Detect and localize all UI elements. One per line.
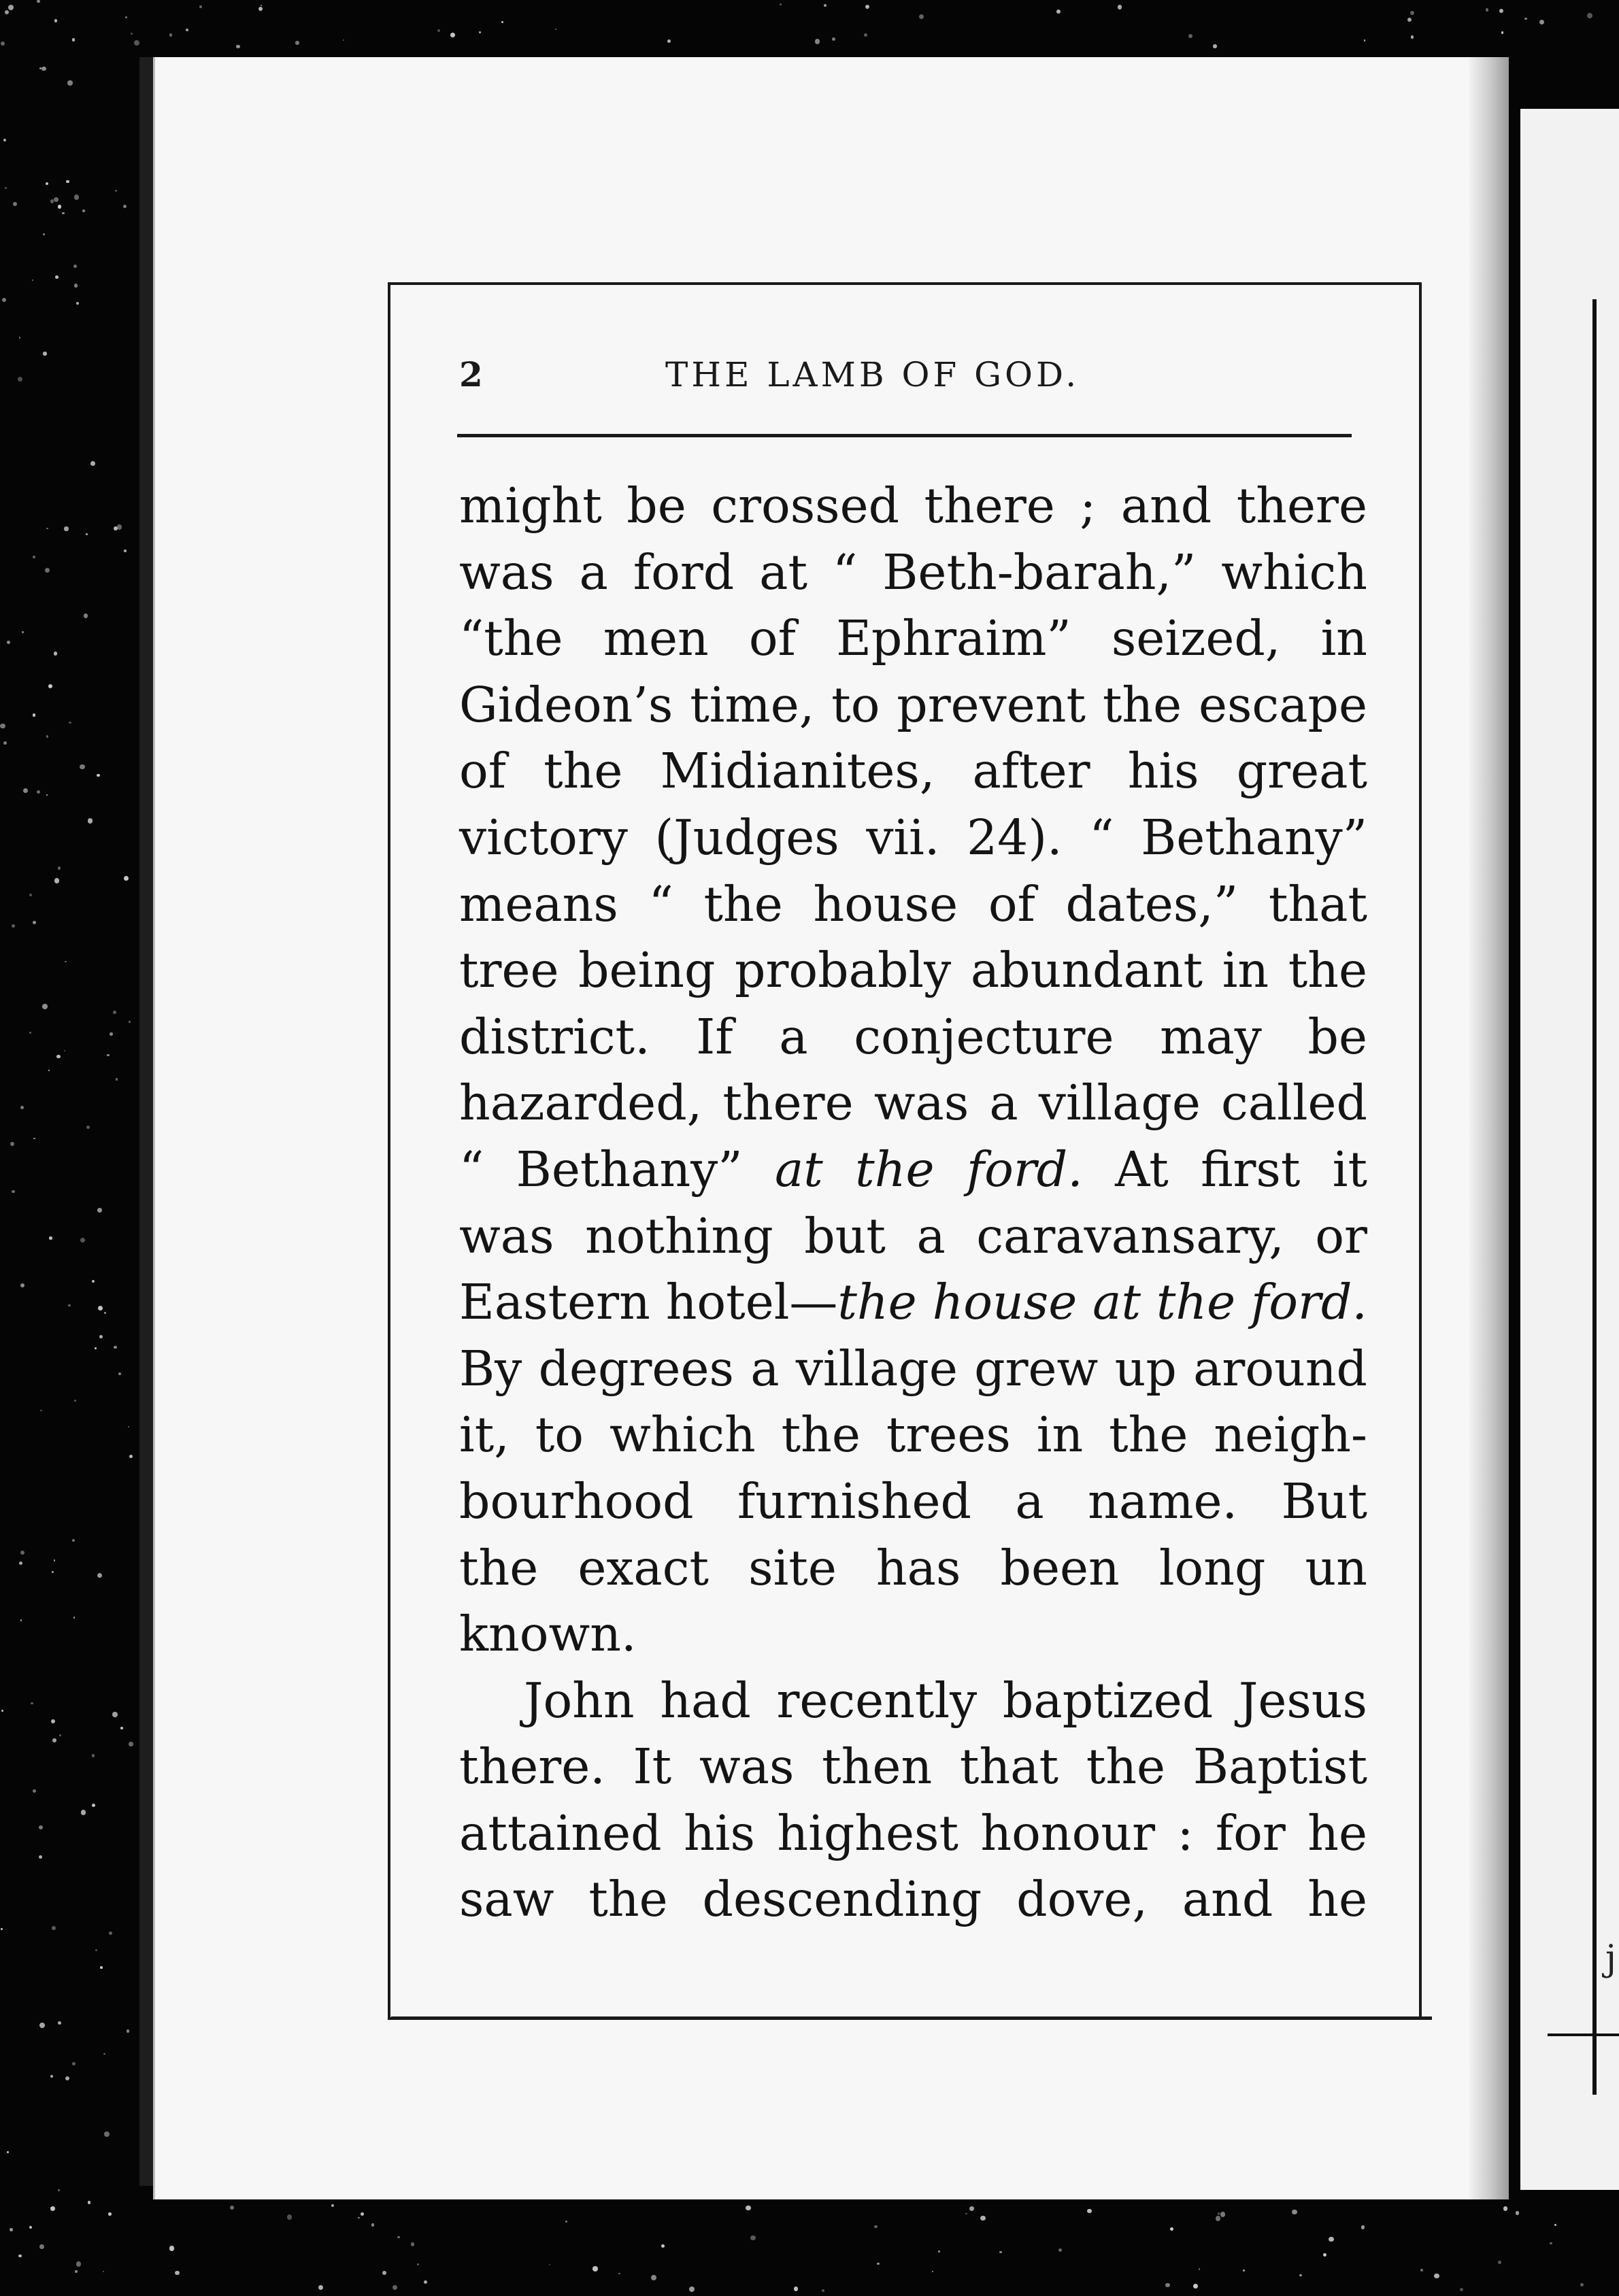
- scan-speckle: [667, 39, 671, 43]
- scan-speckle: [1087, 2209, 1091, 2213]
- scan-speckle: [750, 2235, 755, 2240]
- scan-speckle: [56, 1055, 61, 1059]
- scan-speckle: [131, 33, 133, 35]
- scan-speckle: [382, 2271, 386, 2275]
- scan-speckle: [46, 794, 48, 796]
- scan-speckle: [932, 2271, 933, 2272]
- scan-speckle: [76, 302, 79, 305]
- scan-speckle: [331, 2204, 334, 2207]
- scan-speckle: [98, 1306, 103, 1311]
- scan-speckle: [1329, 2237, 1333, 2242]
- scan-speckle: [64, 526, 68, 530]
- text-line: tree being probably abundant in the: [459, 942, 1367, 999]
- scan-speckle: [555, 29, 556, 30]
- scan-speckle: [97, 774, 100, 777]
- scan-speckle: [46, 182, 48, 185]
- scan-speckle: [39, 2244, 44, 2249]
- scan-speckle: [999, 2251, 1002, 2254]
- scan-speckle: [39, 1855, 42, 1859]
- scan-speckle: [12, 924, 16, 928]
- scan-speckle: [0, 724, 5, 729]
- head-rule: [457, 434, 1352, 437]
- text-line: was nothing but a caravansary, or: [459, 1207, 1367, 1264]
- scan-speckle: [10, 2228, 13, 2231]
- scan-speckle: [74, 195, 79, 199]
- scan-speckle: [1299, 2274, 1302, 2277]
- scan-speckle: [46, 735, 49, 738]
- scan-speckle: [1539, 20, 1544, 24]
- scan-speckle: [1550, 2242, 1552, 2245]
- scan-speckle: [592, 2266, 598, 2272]
- scan-speckle: [129, 1455, 133, 1458]
- scan-speckle: [86, 533, 88, 535]
- scan-speckle: [780, 3, 782, 5]
- scan-speckle: [103, 2053, 105, 2055]
- scan-speckle: [95, 1949, 97, 1951]
- text-line: saw the descending dove, and he: [459, 1871, 1367, 1928]
- scan-speckle: [10, 1142, 14, 1146]
- scan-speckle: [1216, 2216, 1220, 2221]
- text-line: was a ford at “ Beth-barah,” which: [459, 543, 1367, 601]
- scan-speckle: [1118, 5, 1122, 10]
- scan-speckle: [1420, 2269, 1423, 2272]
- text-line: “ Bethany” at the ford. At first it: [459, 1141, 1367, 1198]
- scan-speckle: [73, 265, 77, 268]
- scan-speckle: [54, 197, 59, 202]
- scan-speckle: [124, 550, 126, 552]
- scan-speckle: [417, 2263, 419, 2265]
- scan-speckle: [549, 2264, 550, 2265]
- text-line: Eastern hotel—the house at the ford.: [459, 1274, 1367, 1331]
- scan-speckle: [1170, 2227, 1173, 2231]
- scan-speckle: [20, 1283, 24, 1287]
- scan-speckle: [1498, 2261, 1501, 2264]
- scan-speckle: [7, 641, 10, 644]
- page-number: 2: [459, 354, 483, 394]
- scan-speckle: [1554, 2224, 1556, 2226]
- text-line: of the Midianites, after his great: [459, 743, 1367, 800]
- scan-speckle: [1243, 2269, 1245, 2272]
- book-edge: [139, 57, 153, 2186]
- scan-speckle: [1056, 10, 1061, 14]
- scan-speckle: [1361, 2225, 1365, 2229]
- scan-speckle: [58, 866, 61, 870]
- text-line: bourhood furnished a name. But: [459, 1472, 1367, 1530]
- scan-speckle: [20, 1551, 24, 1555]
- scan-speckle: [824, 4, 827, 7]
- scan-speckle: [104, 2131, 110, 2137]
- scan-speckle: [1364, 39, 1366, 41]
- scan-speckle: [95, 1347, 97, 1349]
- scan-speckle: [1524, 18, 1526, 20]
- scan-speckle: [169, 2246, 175, 2251]
- scan-speckle: [1, 1710, 3, 1712]
- scan-speckle: [65, 2076, 69, 2080]
- scan-speckle: [479, 31, 481, 33]
- scan-speckle: [114, 1346, 117, 1349]
- scan-speckle: [980, 2216, 985, 2221]
- scan-speckle: [40, 1410, 41, 1411]
- scan-speckle: [51, 1719, 55, 1723]
- scan-speckle: [1580, 2283, 1584, 2286]
- scan-speckle: [99, 1335, 103, 1338]
- scan-speckle: [109, 1931, 112, 1935]
- text-line: Gideon’s time, to prevent the escape: [459, 676, 1367, 733]
- scan-speckle: [832, 37, 835, 41]
- scan-speckle: [128, 1426, 129, 1428]
- scan-speckle: [39, 1825, 43, 1829]
- scan-speckle: [33, 556, 35, 558]
- scan-speckle: [965, 2213, 967, 2215]
- scan-speckle: [33, 1138, 35, 1139]
- scan-speckle: [874, 2225, 878, 2229]
- scan-speckle: [258, 7, 263, 11]
- scan-speckle: [120, 1727, 123, 1729]
- scan-speckle: [72, 1539, 76, 1542]
- scan-speckle: [565, 2221, 567, 2223]
- scan-speckle: [295, 41, 299, 44]
- scan-speckle: [62, 212, 65, 215]
- scan-speckle: [5, 187, 7, 189]
- scan-speckle: [117, 524, 122, 530]
- scan-speckle: [938, 2250, 940, 2252]
- text-line: the exact site has been long un: [459, 1539, 1367, 1596]
- scan-speckle: [50, 199, 54, 203]
- scan-speckle: [37, 790, 40, 794]
- scan-speckle: [424, 2280, 427, 2284]
- scan-speckle: [236, 45, 240, 49]
- scan-speckle: [501, 21, 503, 23]
- scan-speckle: [113, 1011, 116, 1014]
- scan-speckle: [80, 1238, 85, 1243]
- scan-speckle: [1499, 9, 1503, 13]
- scan-speckle: [33, 1789, 36, 1793]
- text-line: “the men of Ephraim” seized, in: [459, 610, 1367, 667]
- scan-speckle: [1, 1928, 3, 1930]
- scan-speckle: [33, 921, 36, 924]
- scan-speckle: [49, 1236, 52, 1240]
- scan-speckle: [33, 713, 35, 716]
- scan-speckle: [450, 33, 455, 37]
- scan-speckle: [86, 1126, 90, 1130]
- scan-speckle: [19, 1561, 23, 1566]
- scan-speckle: [92, 1804, 95, 1807]
- scan-speckle: [1, 41, 5, 46]
- scan-speckle: [1516, 2211, 1520, 2215]
- scan-speckle: [45, 568, 50, 573]
- scan-speckle: [103, 2271, 104, 2272]
- scan-speckle: [92, 1754, 95, 1757]
- scan-speckle: [115, 190, 116, 191]
- scan-speckle: [864, 33, 867, 37]
- page-gutter-shadow: [1469, 57, 1509, 2199]
- italic-phrase: the house at the ford.: [837, 1274, 1367, 1331]
- scan-speckle: [108, 2212, 112, 2216]
- scan-speckle: [437, 29, 440, 32]
- adjacent-page-bottom-rule: [1548, 2033, 1619, 2036]
- scan-speckle: [1410, 11, 1414, 15]
- scan-speckle: [29, 894, 32, 896]
- scan-speckle: [23, 788, 28, 793]
- scan-speckle: [72, 38, 76, 41]
- scan-speckle: [794, 2286, 798, 2291]
- scan-speckle: [112, 1712, 118, 1717]
- scan-speckle: [18, 377, 22, 382]
- scan-speckle: [54, 652, 58, 656]
- scan-speckle: [175, 2271, 179, 2275]
- text-line: means “ the house of dates,” that: [459, 875, 1367, 932]
- body-text: [459, 473, 1367, 1933]
- scan-speckle: [134, 40, 139, 46]
- scan-speckle: [393, 2285, 397, 2290]
- scan-speckle: [58, 2021, 61, 2025]
- scan-speckle: [41, 67, 46, 71]
- scan-speckle: [969, 2206, 974, 2211]
- scan-speckle: [29, 1032, 31, 1034]
- scan-speckle: [80, 764, 85, 770]
- scan-speckle: [97, 1573, 102, 1578]
- scan-speckle: [22, 631, 24, 633]
- scan-speckle: [13, 202, 17, 206]
- running-title: THE LAMB OF GOD.: [665, 355, 1080, 394]
- running-head: [459, 351, 1354, 399]
- scan-speckle: [1587, 13, 1592, 18]
- scan-speckle: [97, 1208, 102, 1213]
- scan-speckle: [90, 461, 95, 466]
- scan-speckle: [43, 352, 46, 355]
- scan-speckle: [230, 2206, 234, 2210]
- scan-speckle: [72, 2062, 76, 2065]
- scan-speckle: [18, 2255, 22, 2258]
- text-line: might be crossed there ; and there: [459, 477, 1367, 534]
- scan-speckle: [1411, 35, 1414, 38]
- scan-speckle: [31, 1702, 33, 1705]
- scan-speckle: [48, 684, 52, 688]
- scan-speckle: [618, 2273, 620, 2275]
- scan-speckle: [84, 613, 88, 618]
- text-line: hazarded, there was a village called: [459, 1075, 1367, 1132]
- scan-speckle: [2, 298, 6, 302]
- scan-speckle: [43, 233, 45, 235]
- scan-speckle: [69, 722, 71, 724]
- scan-speckle: [358, 2217, 359, 2218]
- scan-speckle: [76, 2261, 81, 2266]
- text-line: attained his highest honour : for he: [459, 1804, 1367, 1861]
- scan-speckle: [67, 80, 73, 86]
- scan-speckle: [50, 2206, 55, 2211]
- text-line: victory (Judges vii. 24). “ Bethany”: [459, 809, 1367, 866]
- scan-speckle: [1199, 2268, 1201, 2270]
- scan-speckle: [58, 2189, 60, 2191]
- scan-speckle: [3, 139, 6, 141]
- scan-speckle: [54, 1559, 55, 1561]
- scan-speckle: [1193, 2284, 1198, 2289]
- scan-speckle: [129, 1021, 131, 1023]
- scan-speckle: [1213, 44, 1216, 48]
- scan-speckle: [42, 1004, 48, 1009]
- frame-bottom-rule: [391, 2016, 1432, 2020]
- scan-speckle: [689, 2286, 695, 2292]
- scan-speckle: [55, 275, 59, 279]
- scan-speckle: [127, 2029, 130, 2033]
- scan-speckle: [20, 1106, 24, 1109]
- scan-speckle: [68, 1304, 70, 1306]
- scan-speckle: [124, 876, 129, 881]
- scan-speckle: [261, 5, 262, 6]
- scan-speckle: [74, 1400, 76, 1402]
- scan-speckle: [186, 29, 189, 32]
- scan-speckle: [371, 2223, 375, 2227]
- scan-speckle: [287, 2214, 293, 2220]
- text-line: it, to which the trees in the neigh-: [459, 1406, 1367, 1464]
- scan-speckle: [877, 2263, 879, 2265]
- scan-speckle: [75, 2270, 78, 2273]
- scan-speckle: [104, 1312, 106, 1314]
- text-line: John had recently baptized Jesus: [524, 1672, 1367, 1729]
- scan-speckle: [50, 2075, 53, 2078]
- scan-speckle: [919, 14, 924, 19]
- scan-speckle: [746, 2206, 751, 2211]
- scan-speckle: [54, 19, 58, 22]
- scan-speckle: [1188, 34, 1193, 39]
- scan-speckle: [74, 284, 78, 287]
- scan-speckle: [52, 1571, 54, 1573]
- scan-speckle: [123, 205, 127, 208]
- scan-speckle: [65, 961, 67, 963]
- scan-speckle: [815, 39, 820, 44]
- scan-speckle: [865, 5, 869, 9]
- scan-speckle: [1407, 18, 1412, 22]
- scan-speckle: [3, 741, 7, 745]
- scan-speckle: [1460, 2288, 1463, 2291]
- scan-speckle: [1434, 2274, 1439, 2278]
- scan-speckle: [52, 1738, 56, 1742]
- scan-speckle: [107, 1054, 110, 1057]
- scan-speckle: [110, 1032, 113, 1036]
- scan-speckle: [8, 5, 14, 10]
- scan-speckle: [59, 1734, 61, 1736]
- scan-speckle: [129, 1742, 133, 1746]
- scan-speckle: [7, 2151, 9, 2153]
- scan-speckle: [46, 528, 48, 529]
- scan-speckle: [661, 2244, 665, 2248]
- scan-speckle: [116, 1078, 118, 1080]
- scan-speckle: [48, 1070, 50, 1071]
- scan-speckle: [118, 1372, 121, 1375]
- scan-speckle: [1323, 2253, 1326, 2257]
- adjacent-page-glyph: j: [1605, 1938, 1617, 1979]
- scan-speckle: [81, 1810, 86, 1815]
- scan-speckle: [73, 1617, 75, 1618]
- scan-speckle: [397, 2236, 399, 2238]
- text-line: known.: [459, 1606, 637, 1663]
- scan-speckle: [125, 16, 128, 19]
- scan-speckle: [343, 39, 345, 41]
- scan-speckle: [1218, 2212, 1220, 2214]
- text-line: district. If a conjecture may be: [459, 1008, 1367, 1065]
- scan-speckle: [1292, 2210, 1297, 2214]
- scan-speckle: [318, 2285, 323, 2290]
- scan-speckle: [1503, 2206, 1507, 2210]
- adjacent-page-frame-rule: [1592, 299, 1597, 2095]
- scan-speckle: [1220, 2212, 1226, 2217]
- scan-speckle: [19, 337, 20, 338]
- adjacent-page: [1520, 109, 1619, 2190]
- scan-speckle: [1501, 31, 1504, 34]
- scan-speckle: [88, 818, 93, 823]
- scan-speckle: [199, 5, 202, 8]
- scan-speckle: [411, 2242, 415, 2246]
- scan-speckle: [822, 2289, 824, 2291]
- scan-speckle: [29, 2226, 32, 2229]
- scan-speckle: [1486, 8, 1489, 12]
- scan-speckle: [1058, 2248, 1062, 2252]
- scan-speckle: [361, 2212, 364, 2216]
- scan-speckle: [82, 209, 85, 212]
- scan-speckle: [20, 1619, 22, 1621]
- italic-phrase: at the ford.: [774, 1141, 1083, 1198]
- scan-speckle: [169, 33, 172, 36]
- text-line: By degrees a village grew up around: [459, 1340, 1367, 1397]
- scan-speckle: [39, 2023, 45, 2028]
- scan-speckle: [66, 180, 69, 184]
- scan-speckle: [58, 205, 62, 209]
- scan-speckle: [12, 1190, 14, 1193]
- scan-speckle: [54, 878, 59, 883]
- scan-speckle: [651, 2275, 656, 2280]
- scan-speckle: [32, 280, 33, 281]
- scan-speckle: [5, 10, 9, 14]
- scan-speckle: [52, 1926, 56, 1930]
- scan-speckle: [1165, 2283, 1169, 2287]
- text-line: there. It was then that the Baptist: [459, 1738, 1367, 1795]
- scan-speckle: [100, 1966, 103, 1969]
- scan-speckle: [92, 1280, 95, 1283]
- scan-speckle: [37, 0, 39, 3]
- scan-speckle: [88, 2201, 91, 2204]
- scan-speckle: [64, 1050, 65, 1051]
